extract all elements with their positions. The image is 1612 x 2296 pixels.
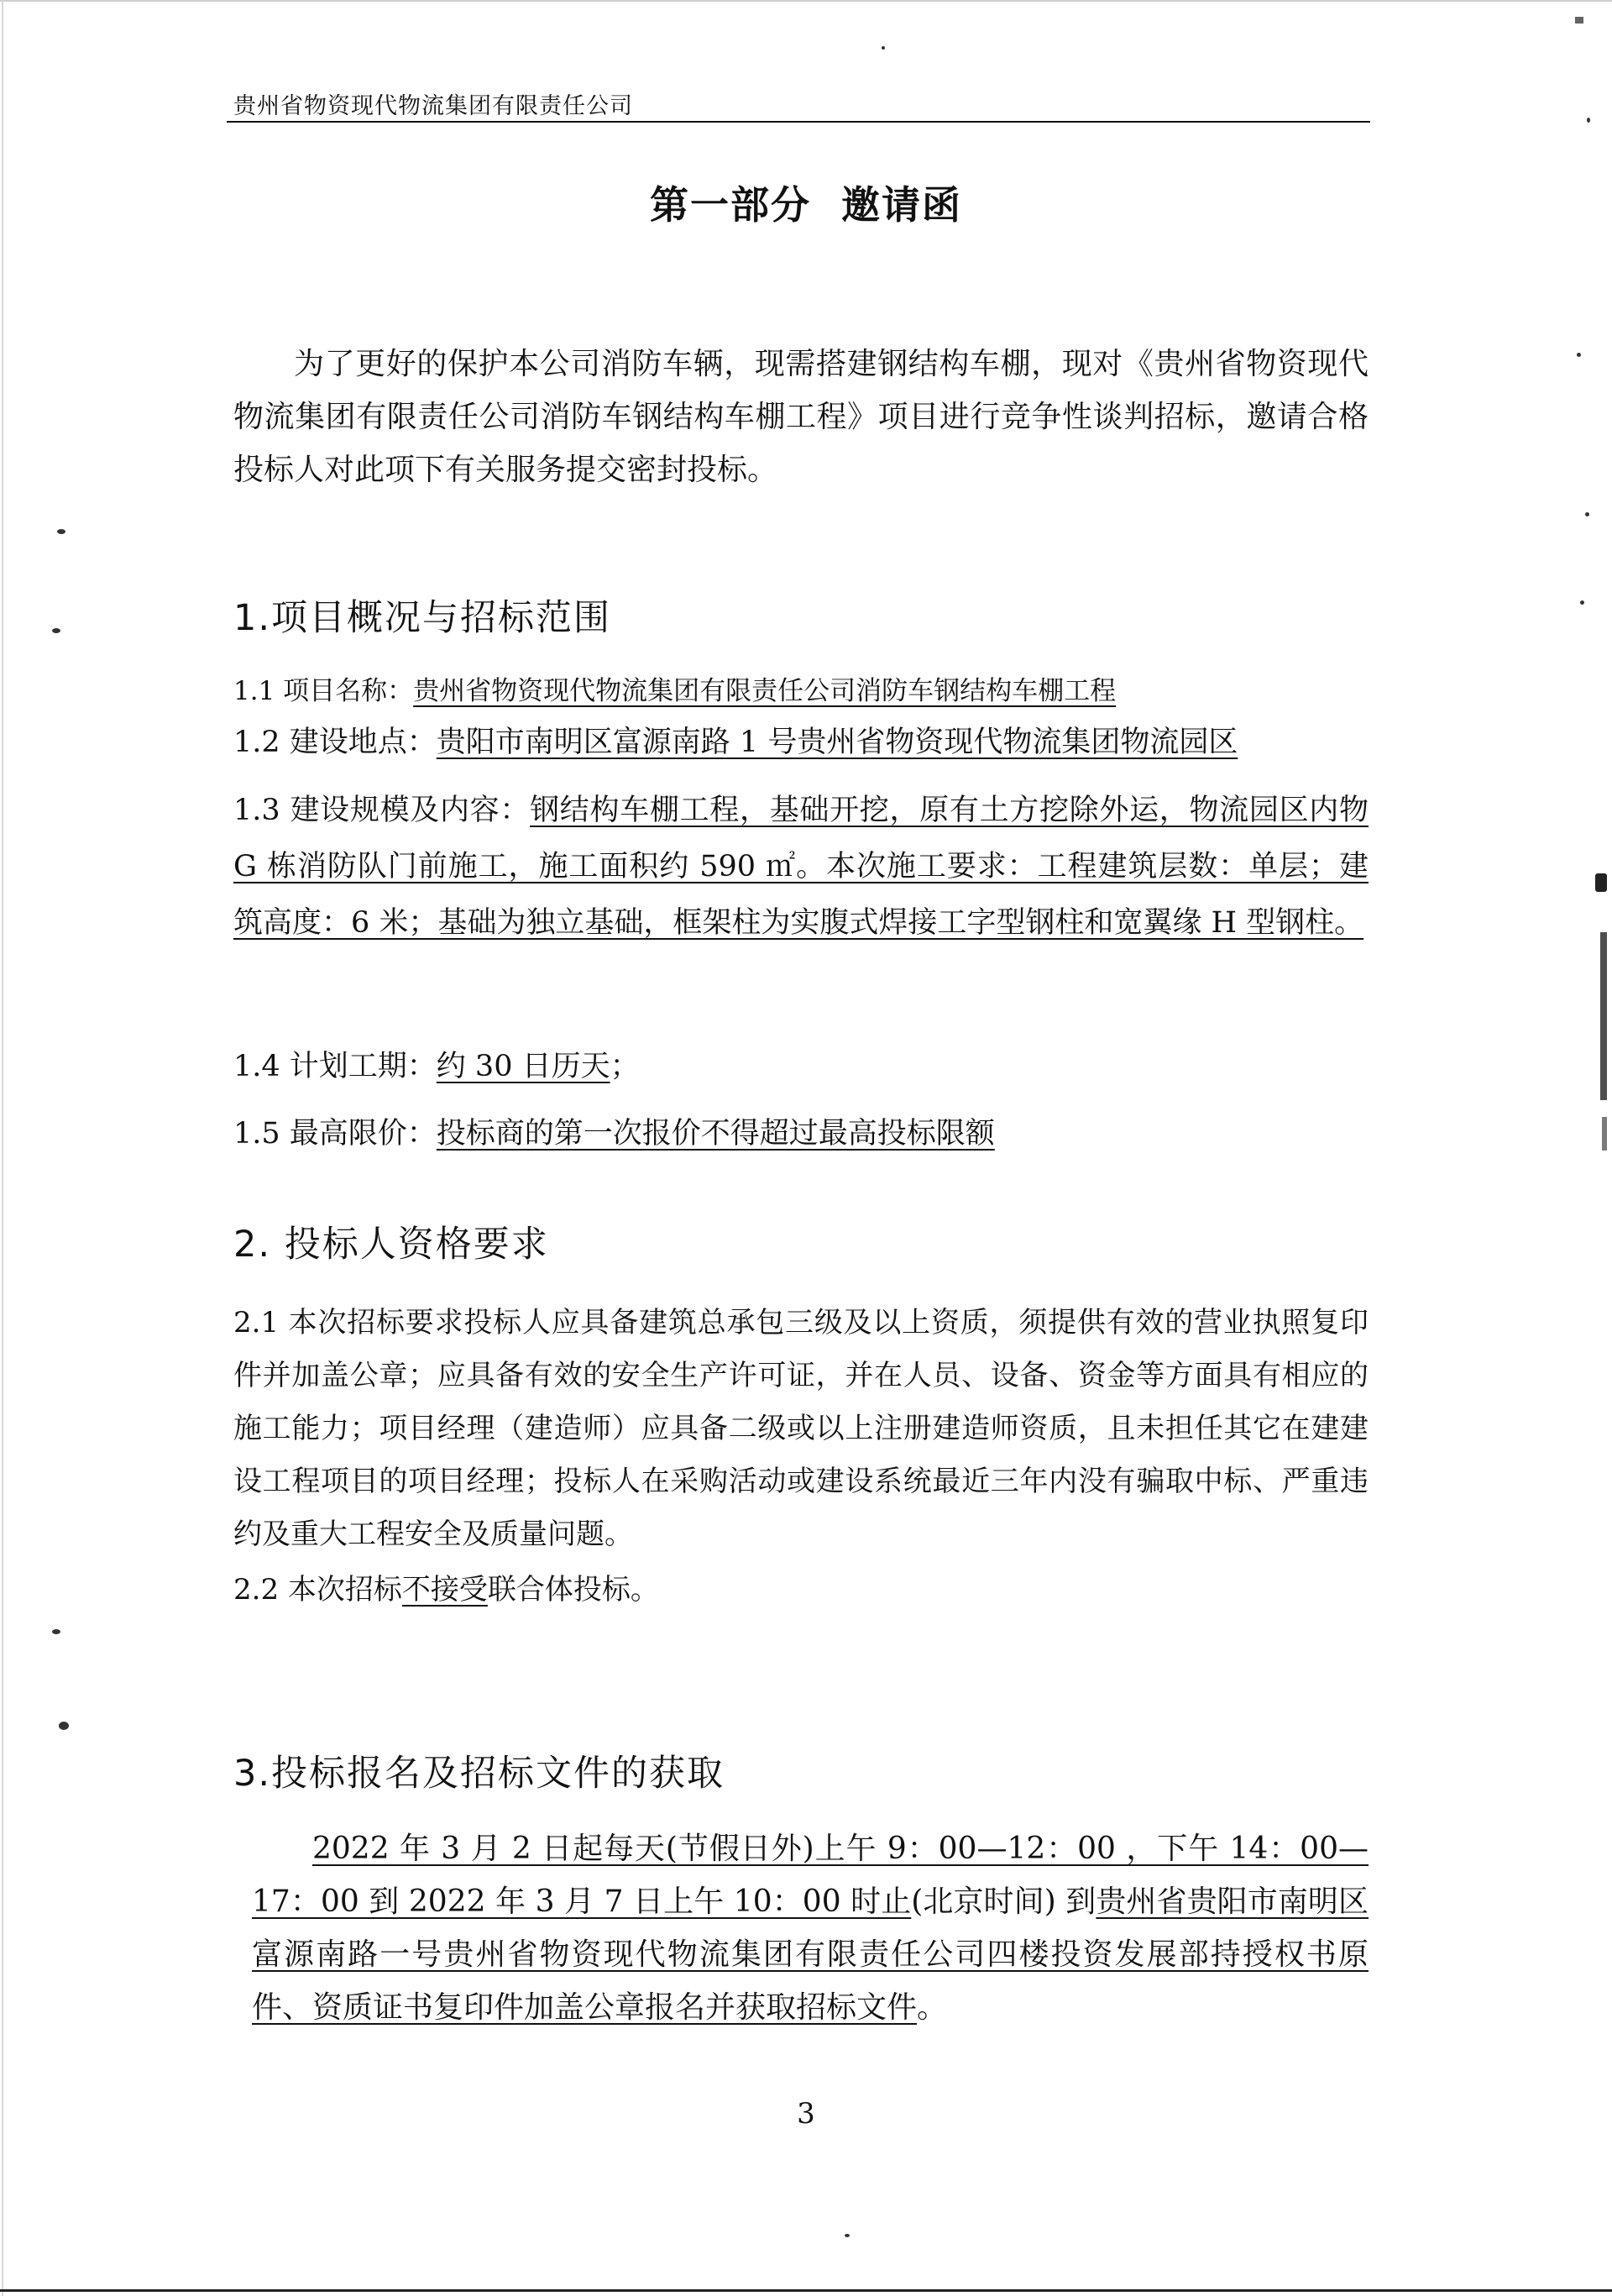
section3-heading: 3.投标报名及招标文件的获取 <box>233 1753 725 1795</box>
item-1-2 <box>233 717 1369 768</box>
scan-speck <box>1585 512 1589 516</box>
scan-speck <box>57 529 65 534</box>
scan-speck <box>1580 600 1584 605</box>
scan-speck <box>52 628 60 633</box>
scan-edge-mark <box>1602 1117 1607 1151</box>
section3-timezone: (北京时间) 到 <box>911 1885 1096 1919</box>
item-1-4-label: 1.4 计划工期： <box>233 1050 437 1083</box>
section3-end: 。 <box>917 1990 948 2025</box>
item-1-2-value: 贵阳市南明区富源南路 1 号贵州省物资现代物流集团物流园区 <box>436 726 1238 759</box>
page-title: 第一部分 邀请函 <box>649 182 963 228</box>
section3-location: 贵州省贵阳市南明区富源南路一号贵州省物资现代物流集团有限责任公司四楼投资发展部持授权书原件、资质证书复印件加盖公章报名并获取招标文件 <box>252 1885 1369 2025</box>
page-header-company: 贵州省物资现代物流集团有限责任公司 <box>233 93 633 119</box>
scan-speck <box>1577 353 1581 357</box>
scan-edge-mark <box>1575 17 1583 24</box>
scan-speck <box>59 1722 69 1730</box>
section3-schedule: 2022 年 3 月 2 日起每天(节假日外)上午 9：00—12：00 ，下午 14：00—17：00 到 2022 年 3 月 7 日上午 10：00 时止 <box>252 1832 1369 1919</box>
item-1-4-value: 约 30 日历天 <box>436 1050 610 1083</box>
item-2-2-prefix: 2.2 本次招标 <box>233 1573 402 1607</box>
item-2-2 <box>233 1565 1369 1616</box>
item-1-1 <box>233 666 1369 717</box>
scan-speck <box>882 46 885 50</box>
scan-speck <box>1587 118 1590 123</box>
section3-body <box>252 1822 1369 2034</box>
item-1-4-suffix: ； <box>610 1050 640 1083</box>
section1-heading: 1.项目概况与招标范围 <box>233 597 612 639</box>
item-1-3-value: 钢结构车棚工程，基础开挖，原有土方挖除外运，物流园区内物 G 栋消防队门前施工，施工面积约 590 ㎡。本次施工要求：工程建筑层数：单层；建筑高度：6 米；基础为独立基础，框架柱为实腹式焊接工字型钢柱和宽翼缘 H 型钢柱。 <box>233 794 1369 940</box>
scan-speck <box>845 2234 850 2237</box>
scan-top-edge <box>0 0 1612 2</box>
section2-heading: 2. 投标人资格要求 <box>233 1224 549 1266</box>
scan-left-edge <box>2 0 3 2296</box>
item-1-5-value: 投标商的第一次报价不得超过最高投标限额 <box>436 1117 995 1151</box>
item-1-2-label: 1.2 建设地点： <box>233 726 437 759</box>
scan-bottom-edge <box>0 2289 1612 2292</box>
item-2-2-underlined: 不接受 <box>401 1573 488 1607</box>
item-1-1-label: 1.1 项目名称： <box>233 676 414 706</box>
intro-paragraph: 为了更好的保护本公司消防车辆，现需搭建钢结构车棚，现对《贵州省物资现代物流集团有限责任公司消防车钢结构车棚工程》项目进行竞争性谈判招标，邀请合格投标人对此项下有关服务提交密封投标。 <box>233 347 1369 487</box>
page-number: 3 <box>797 2097 815 2131</box>
item-1-4 <box>233 1041 1369 1093</box>
scan-speck <box>52 1629 60 1634</box>
item-1-5-label: 1.5 最高限价： <box>233 1117 437 1151</box>
item-1-5 <box>233 1109 1369 1160</box>
item-1-1-value: 贵州省物资现代物流集团有限责任公司消防车钢结构车棚工程 <box>413 676 1117 706</box>
item-1-3-label: 1.3 建设规模及内容： <box>233 794 531 827</box>
scan-edge-mark <box>1600 932 1607 1100</box>
scan-edge-mark <box>1595 873 1607 892</box>
item-1-3 <box>233 783 1369 951</box>
header-rule <box>227 121 1370 123</box>
item-2-1: 2.1 本次招标要求投标人应具备建筑总承包三级及以上资质，须提供有效的营业执照复印件并加盖公章；应具备有效的安全生产许可证，并在人员、设备、资金等方面具有相应的施工能力；项目经理（建造师）应具备二级或以上注册建造师资质，且未担任其它在建建设工程项目的项目经理；投标人在采购活动或建设系统最近三年内没有骗取中标、严重违约及重大工程安全及质量问题。 <box>233 1306 1369 1551</box>
item-2-2-suffix: 联合体投标。 <box>487 1573 659 1607</box>
